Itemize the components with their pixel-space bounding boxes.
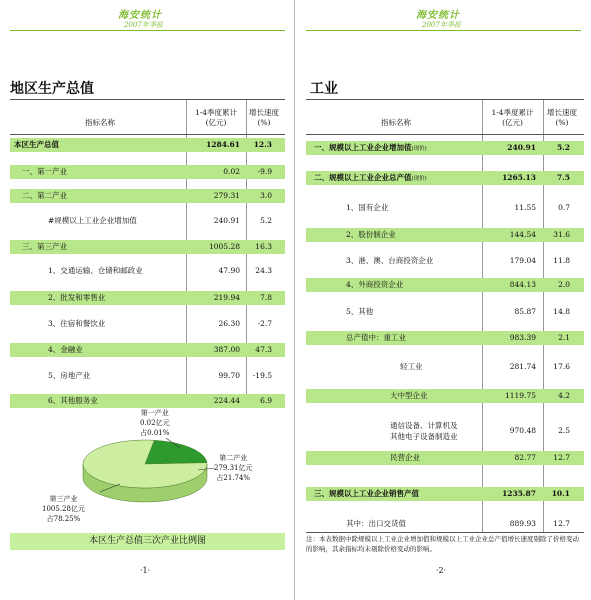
table-row xyxy=(306,389,584,403)
row-growth-value: 2.0 xyxy=(558,280,570,289)
row-growth-value: -19.5 xyxy=(252,371,272,380)
chart-caption: 本区生产总值三次产业比例图 xyxy=(10,533,285,550)
row-label-text: 2、股份制企业 xyxy=(346,230,396,239)
right-page xyxy=(296,0,591,600)
row-growth-value: 31.6 xyxy=(553,230,570,239)
row-cumulative-value: 0.02 xyxy=(223,167,240,176)
table-row xyxy=(306,278,584,292)
table-header-rule xyxy=(306,134,584,135)
row-growth-value: -2.7 xyxy=(257,319,272,328)
row-label-text: 其中：出口交货值 xyxy=(346,519,406,528)
row-growth-value: 47.3 xyxy=(255,345,272,354)
report-period: 2007年季报 xyxy=(124,21,163,29)
row-growth-value: 7.8 xyxy=(260,293,272,302)
row-label xyxy=(346,331,406,345)
row-label-text: 5、其他 xyxy=(346,307,374,316)
row-label: 5、房地产业 xyxy=(48,371,91,380)
column-header-cumulative: 1-4季度累计 (亿元) xyxy=(194,108,238,127)
row-cumulative-value: 889.93 xyxy=(509,519,536,528)
row-label xyxy=(314,171,427,186)
table-row xyxy=(306,228,584,242)
row-label: 3、住宿和餐饮业 xyxy=(48,319,106,328)
brand-logo: 海安统计 xyxy=(118,10,162,21)
row-label xyxy=(346,278,403,292)
table-row xyxy=(306,171,584,185)
row-cumulative-value: 1284.61 xyxy=(206,140,240,149)
row-growth-value: 6.9 xyxy=(260,396,272,405)
leader-line-secondary xyxy=(198,468,215,470)
column-header-cumulative: 1-4季度累计 (亿元) xyxy=(491,108,534,127)
column-header-growth: 增长速度 (%) xyxy=(547,108,577,127)
row-label xyxy=(346,201,388,215)
row-label: 三、第三产业 xyxy=(22,242,67,251)
row-growth-value: 7.5 xyxy=(556,173,570,182)
row-cumulative-value: 99.70 xyxy=(218,371,240,380)
row-growth-value: -9.9 xyxy=(257,167,272,176)
section-title: 工业 xyxy=(310,81,338,97)
pie-label-primary: 第一产业 0.02亿元 占0.01% xyxy=(140,409,170,437)
row-label: 一、第一产业 xyxy=(22,167,67,176)
row-growth-value: 2.5 xyxy=(558,426,570,435)
column-header-growth: 增长速度 (%) xyxy=(249,108,279,127)
leader-line-tertiary xyxy=(100,484,120,492)
table-row xyxy=(306,517,584,531)
row-growth-value: 12.7 xyxy=(553,519,570,528)
row-label-text: 三、规模以上工业企业销售产值 xyxy=(314,489,419,498)
row-label xyxy=(346,517,406,531)
column-header-name: 指标名称 xyxy=(85,118,115,127)
row-label xyxy=(390,389,428,403)
row-cumulative-value: 26.30 xyxy=(218,319,240,328)
table-row xyxy=(306,141,584,155)
table-row xyxy=(306,305,584,319)
row-growth-value: 17.6 xyxy=(553,362,570,371)
header-divider xyxy=(306,30,581,31)
row-growth-value: 5.2 xyxy=(556,143,570,152)
row-label-text: 大中型企业 xyxy=(390,391,428,400)
row-label-note: (现价) xyxy=(411,146,427,152)
table-row xyxy=(306,451,584,465)
section-title: 地区生产总值 xyxy=(10,81,94,97)
row-label: #规模以上工业企业增加值 xyxy=(48,216,137,225)
row-cumulative-value: 279.31 xyxy=(213,191,240,200)
row-cumulative-value: 281.74 xyxy=(509,362,536,371)
table-row xyxy=(306,487,584,501)
row-growth-value: 16.3 xyxy=(255,242,272,251)
page-number: ·1· xyxy=(140,566,151,575)
row-label xyxy=(390,420,458,442)
row-label-text: 轻工业 xyxy=(400,362,423,371)
table-row xyxy=(306,360,584,374)
row-growth-value: 12.7 xyxy=(553,453,570,462)
pie-label-secondary: 第二产业 279.31亿元 占21.74% xyxy=(214,454,253,482)
pie-label-tertiary: 第三产业 1005.28亿元 占78.25% xyxy=(42,495,85,523)
row-cumulative-value: 82.77 xyxy=(514,453,536,462)
pie-leader-lines xyxy=(0,0,295,600)
table-row xyxy=(306,254,584,268)
row-growth-value: 5.2 xyxy=(260,216,272,225)
row-label-text: 4、外商投资企业 xyxy=(346,280,404,289)
row-cumulative-value: 970.48 xyxy=(509,426,536,435)
table-bottom-rule xyxy=(306,532,584,533)
row-growth-value: 0.7 xyxy=(558,203,570,212)
row-label: 6、其他服务业 xyxy=(48,396,98,405)
row-label: 4、金融业 xyxy=(48,345,83,354)
row-cumulative-value: 240.91 xyxy=(507,143,536,152)
row-label xyxy=(346,305,373,319)
row-label-text: 民营企业 xyxy=(390,453,420,462)
row-label xyxy=(390,451,420,465)
row-growth-value: 2.1 xyxy=(558,333,570,342)
row-label: 1、交通运输、仓储和邮政业 xyxy=(48,266,143,275)
table-row xyxy=(306,419,584,443)
row-growth-value: 14.8 xyxy=(553,307,570,316)
row-label-text: 二、规模以上工业企业总产值 xyxy=(314,173,412,182)
row-growth-value: 24.3 xyxy=(255,266,272,275)
row-label xyxy=(314,487,419,501)
row-cumulative-value: 1119.75 xyxy=(504,391,536,400)
report-period: 2007年季报 xyxy=(422,21,461,29)
page-number: ·2· xyxy=(436,566,447,575)
row-cumulative-value: 85.87 xyxy=(514,307,536,316)
row-growth-value: 3.0 xyxy=(260,191,272,200)
row-label: 2、批发和零售业 xyxy=(48,293,106,302)
row-cumulative-value: 1235.87 xyxy=(502,489,536,498)
row-growth-value: 11.8 xyxy=(553,256,570,265)
row-growth-value: 12.3 xyxy=(253,140,272,149)
footnote: 注：本表数据中除规模以上工业企业增加值和规模以上工业企业总产值增长速度剔除了价格变动的影响，其余指标均未剔除价格变动的影响。 xyxy=(306,535,579,553)
row-cumulative-value: 219.94 xyxy=(213,293,240,302)
row-cumulative-value: 983.39 xyxy=(509,333,536,342)
table-row xyxy=(306,331,584,345)
row-growth-value: 4.2 xyxy=(558,391,570,400)
row-growth-value: 10.1 xyxy=(551,489,570,498)
row-cumulative-value: 11.55 xyxy=(514,203,536,212)
row-cumulative-value: 240.91 xyxy=(213,216,240,225)
row-label-note: (现价) xyxy=(411,176,427,182)
row-cumulative-value: 1005.28 xyxy=(208,242,240,251)
row-label: 二、第二产业 xyxy=(22,191,67,200)
row-label xyxy=(314,141,427,156)
row-cumulative-value: 47.90 xyxy=(218,266,240,275)
left-page xyxy=(0,0,295,600)
brand-logo: 海安统计 xyxy=(416,10,460,21)
row-label-text: 一、规模以上工业企业增加值 xyxy=(314,143,412,152)
column-header-name: 指标名称 xyxy=(381,118,411,127)
row-cumulative-value: 224.44 xyxy=(213,396,240,405)
row-cumulative-value: 844.13 xyxy=(509,280,536,289)
row-label-text: 总产值中：重工业 xyxy=(346,333,406,342)
leader-line-primary xyxy=(166,438,180,448)
row-cumulative-value: 1265.13 xyxy=(502,173,536,182)
row-label-text: 1、国有企业 xyxy=(346,203,389,212)
row-cumulative-value: 144.54 xyxy=(509,230,536,239)
row-label xyxy=(400,360,423,374)
row-label-text: 通信设备、计算机及 其他电子设备制造业 xyxy=(390,421,458,441)
row-cumulative-value: 387.00 xyxy=(213,345,240,354)
row-label xyxy=(346,254,433,268)
row-label xyxy=(346,228,396,242)
row-cumulative-value: 179.04 xyxy=(509,256,536,265)
table-row xyxy=(306,201,584,215)
row-label-text: 3、港、澳、台商投资企业 xyxy=(346,256,434,265)
row-label: 本区生产总值 xyxy=(14,140,59,149)
